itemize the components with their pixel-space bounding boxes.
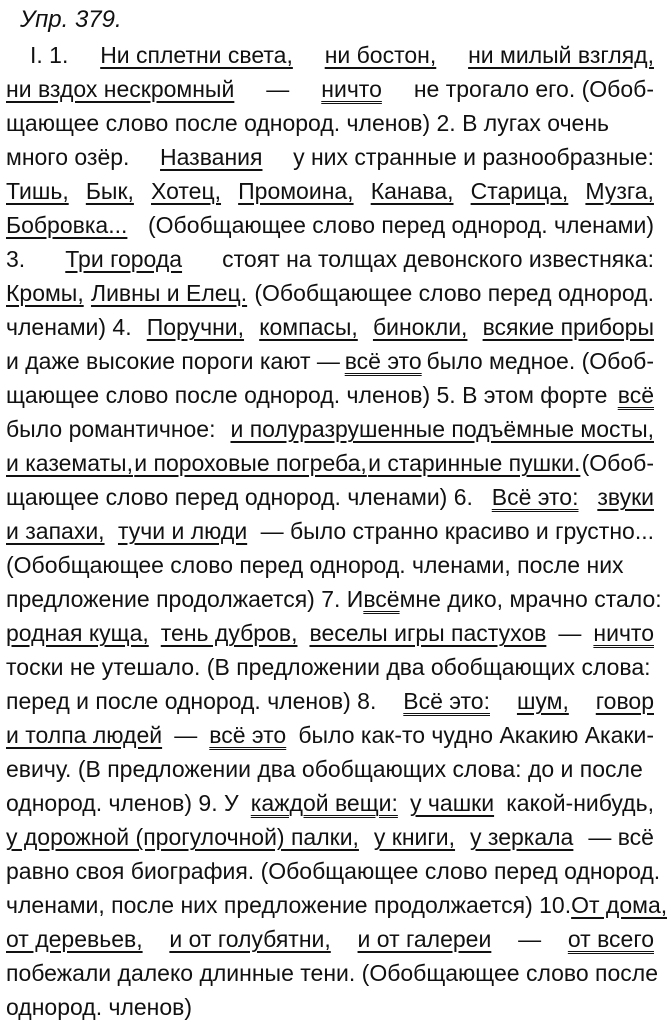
underlined-phrase: шум, xyxy=(516,688,569,714)
text-segment: и даже высокие пороги кают — xyxy=(6,348,340,374)
underlined-phrase: тень дубров, xyxy=(160,620,298,646)
underlined-phrase: Ни сплетни света, xyxy=(100,42,293,68)
underlined-phrase: ни милый взгляд, xyxy=(468,42,654,68)
underlined-phrase: тучи и люди xyxy=(117,518,248,544)
text-line xyxy=(6,482,654,516)
text-segment: равно своя биография. (Обобщающее слово перед однород. xyxy=(6,858,661,884)
underlined-phrase: Кромы, xyxy=(6,280,84,306)
underlined-phrase: и запахи, xyxy=(6,518,105,544)
text-segment: — было странно красиво и грустно... xyxy=(260,518,654,544)
text-line xyxy=(6,210,654,244)
text-segment: (Обобщающее слово перед однород. членами) xyxy=(147,212,654,238)
underlined-phrase: каждой вещи: xyxy=(250,790,398,816)
underlined-phrase: от деревьев, xyxy=(6,926,143,952)
text-segment: однород. членов) xyxy=(6,994,193,1020)
underlined-phrase: Тишь, xyxy=(6,178,69,204)
underlined-phrase: всякие приборы xyxy=(482,314,654,340)
exercise-title: Упр. 379. xyxy=(20,6,122,33)
text-segment: щающее слово после однород. членов) 2. В лугах очень xyxy=(6,110,610,136)
underlined-phrase: компасы, xyxy=(259,314,358,340)
underlined-phrase: родная куща, xyxy=(6,620,149,646)
underlined-phrase: ничто xyxy=(321,76,382,102)
text-segment: мне дико, мрачно стало: xyxy=(399,586,662,612)
underlined-phrase: звуки xyxy=(597,484,654,510)
text-segment: — xyxy=(174,722,198,748)
text-segment: однород. членов) 9. У xyxy=(6,790,239,816)
underlined-phrase: Всё это: xyxy=(403,688,490,714)
text-segment: у них странные и разнообразные: xyxy=(293,144,654,170)
text-line xyxy=(6,788,654,822)
text-segment: членами, после них предложение продолжается) 10. xyxy=(6,892,572,918)
text-segment: было как-то чудно Акакию Акаки- xyxy=(298,722,654,748)
text-segment: I. 1. xyxy=(30,42,69,68)
underlined-phrase: бинокли, xyxy=(372,314,468,340)
text-line xyxy=(6,652,654,686)
underlined-phrase: Всё это: xyxy=(491,484,579,510)
underlined-phrase: всё это xyxy=(344,348,422,374)
text-line xyxy=(6,278,654,312)
underlined-phrase: всё это xyxy=(209,722,287,748)
underlined-phrase: и от голубятни, xyxy=(169,926,331,952)
underlined-phrase: От дома, xyxy=(571,892,667,918)
underlined-phrase: и казематы, xyxy=(6,450,133,476)
text-line xyxy=(6,856,661,890)
text-line xyxy=(6,958,659,992)
text-line xyxy=(6,142,654,176)
text-line xyxy=(6,74,654,108)
underlined-phrase: и пороховые погреба, xyxy=(134,450,367,476)
underlined-phrase: у дорожной (прогулочной) палки, xyxy=(6,824,359,850)
underlined-phrase: Музга, xyxy=(585,178,654,204)
text-line xyxy=(6,414,654,448)
text-line xyxy=(6,890,667,924)
text-line xyxy=(6,312,654,346)
text-segment: было романтичное: xyxy=(6,416,216,442)
text-line xyxy=(6,108,654,142)
underlined-phrase: от всего xyxy=(567,926,654,952)
text-segment: — xyxy=(518,926,542,952)
text-segment: было медное. (Обоб- xyxy=(426,348,654,374)
underlined-phrase: и старинные пушки. xyxy=(368,450,581,476)
underlined-phrase: у зеркала xyxy=(470,824,574,850)
underlined-phrase: у чашки xyxy=(410,790,495,816)
underlined-phrase: говор xyxy=(595,688,654,714)
underlined-phrase: у книги, xyxy=(373,824,456,850)
text-line xyxy=(6,176,654,210)
text-line xyxy=(6,448,654,482)
text-segment: щающее слово после однород. членов) 5. В этом форте xyxy=(6,382,608,408)
underlined-phrase: Старица, xyxy=(470,178,569,204)
text-segment: (Обоб- xyxy=(581,450,654,476)
text-segment: много озёр. xyxy=(6,144,130,170)
text-line xyxy=(6,822,654,856)
text-segment: — всё xyxy=(588,824,654,850)
text-segment: предложение продолжается) 7. И xyxy=(6,586,364,612)
text-line xyxy=(6,618,654,652)
text-segment: 3. xyxy=(6,246,26,272)
text-segment: — xyxy=(558,620,582,646)
text-segment: какой-нибудь, xyxy=(506,790,654,816)
underlined-phrase: ни вздох нескромный xyxy=(6,76,235,102)
text-segment: тоски не утешало. (В предложении два обобщающих слова: xyxy=(6,654,651,680)
text-line xyxy=(6,40,654,74)
underlined-phrase: ничто xyxy=(593,620,654,646)
underlined-phrase: Промоина, xyxy=(238,178,354,204)
text-line xyxy=(6,550,654,584)
underlined-phrase: Поручни, xyxy=(146,314,245,340)
text-line xyxy=(6,244,654,278)
underlined-phrase: Бобровка... xyxy=(6,212,128,238)
text-segment: побежали далеко длинные тени. (Обобщающее слово после xyxy=(6,960,659,986)
text-line xyxy=(6,720,654,754)
underlined-phrase: Названия xyxy=(160,144,263,170)
underlined-phrase: Ливны и Елец. xyxy=(90,280,248,306)
text-line xyxy=(6,584,662,618)
text-line xyxy=(6,754,654,788)
text-segment: не трогало его. (Обоб- xyxy=(413,76,654,102)
underlined-phrase: ни бостон, xyxy=(324,42,437,68)
underlined-phrase: веселы игры пастухов xyxy=(309,620,547,646)
text-line xyxy=(6,346,654,380)
text-segment: — xyxy=(266,76,290,102)
underlined-phrase: Хотец, xyxy=(151,178,222,204)
text-segment: евичу. (В предложении два обобщающих слова: до и после xyxy=(6,756,643,782)
text-segment: (Обобщающее слово перед однород. членами, после них xyxy=(6,552,624,578)
underlined-phrase: и толпа людей xyxy=(6,722,163,748)
underlined-phrase: Три города xyxy=(65,246,183,272)
text-segment: членами) 4. xyxy=(6,314,132,340)
text-segment: перед и после однород. членов) 8. xyxy=(6,688,377,714)
text-segment: щающее слово перед однород. членами) 6. xyxy=(6,484,473,510)
underlined-phrase: Канава, xyxy=(370,178,454,204)
exercise-text xyxy=(6,40,667,1026)
text-line xyxy=(6,924,654,958)
text-line xyxy=(6,516,654,550)
text-line xyxy=(6,380,654,414)
text-line xyxy=(6,992,654,1026)
underlined-phrase: всё xyxy=(363,586,400,612)
text-line xyxy=(6,686,654,720)
underlined-phrase: Бык, xyxy=(85,178,134,204)
underlined-phrase: и от галереи xyxy=(357,926,492,952)
text-segment: (Обобщающее слово перед однород. xyxy=(254,280,654,306)
text-segment: стоят на толщах девонского известняка: xyxy=(222,246,654,272)
underlined-phrase: и полуразрушенные подъёмные мосты, xyxy=(230,416,654,442)
underlined-phrase: всё xyxy=(617,382,654,408)
